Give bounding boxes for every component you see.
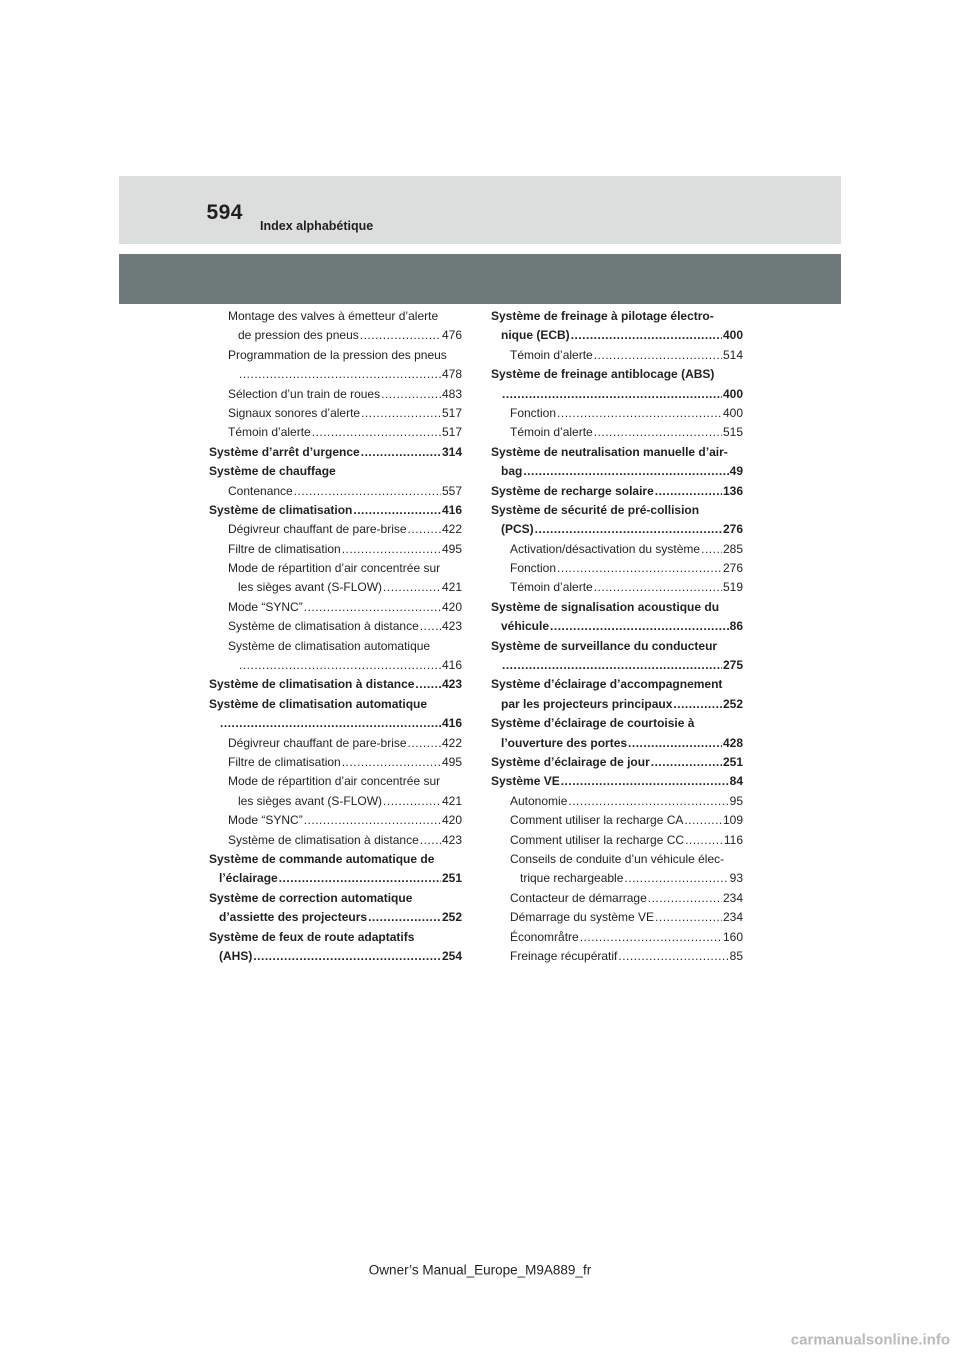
index-entry-text: Sélection d’un train de roues [228, 386, 381, 401]
index-entry-text: Signaux sonores d’alerte [228, 405, 361, 420]
dot-leader [651, 753, 722, 772]
index-entry-page: 84 [729, 774, 743, 789]
dot-leader [312, 423, 441, 442]
index-entry [491, 501, 743, 520]
dot-leader [381, 385, 441, 404]
index-entry [209, 598, 462, 617]
index-entry-text: Autonomie [510, 793, 568, 808]
index-entry-page: 420 [441, 599, 462, 614]
dot-leader [624, 869, 728, 888]
dot-leader [304, 811, 441, 830]
index-entry [209, 889, 462, 908]
index-entry [491, 753, 743, 772]
index-entry-text: par les projecteurs principaux [501, 696, 673, 711]
index-entry-page: 420 [441, 813, 462, 828]
dot-leader [408, 520, 441, 539]
dot-leader [383, 792, 441, 811]
dot-leader [360, 326, 441, 345]
index-entry-page: 116 [723, 832, 743, 847]
index-entry [491, 307, 743, 326]
index-entry-text: Dégivreur chauffant de pare-brise [228, 522, 407, 537]
index-entry-page: 136 [722, 483, 743, 498]
index-entry [209, 326, 462, 345]
index-entry [491, 482, 743, 501]
index-entry-page: 251 [722, 754, 743, 769]
index-entry-page: 234 [722, 890, 743, 905]
dot-leader [580, 928, 722, 947]
index-entry [491, 385, 743, 404]
dot-leader [701, 540, 722, 559]
dot-leader [523, 462, 728, 481]
section-title: Index alphabétique [260, 219, 374, 233]
index-entry-text: Mode de répartition d’air concentrée sur [228, 561, 441, 576]
index-entry-page: 495 [441, 754, 462, 769]
index-entry [209, 928, 462, 947]
index-entry-text: Activation/désactivation du système [510, 541, 701, 556]
index-entry-text: Conseils de conduite d’un véhicule élec- [510, 851, 725, 866]
index-entry [491, 346, 743, 365]
index-entry-page: 557 [441, 483, 462, 498]
index-entry [209, 443, 462, 462]
index-entry-page: 400 [722, 386, 743, 401]
watermark: carmanualsonline.info [790, 1331, 950, 1349]
dot-leader [415, 675, 441, 694]
index-entry-text: Système d’éclairage de courtoisie à [491, 716, 695, 731]
index-entry-page: 400 [722, 405, 743, 420]
index-entry-text: trique rechargeable [520, 871, 624, 886]
index-entry [491, 850, 743, 869]
index-entry-text: Témoin d’alerte [510, 425, 593, 440]
index-entry [209, 346, 462, 365]
index-entry-page: 252 [722, 696, 743, 711]
index-entry-page: 251 [441, 871, 462, 886]
dot-leader [550, 617, 729, 636]
index-entry-page: 234 [722, 910, 743, 925]
index-entry-text: Témoin d’alerte [228, 425, 311, 440]
dot-leader [655, 482, 722, 501]
dot-leader [279, 869, 441, 888]
dot-leader [361, 443, 441, 462]
index-entry-page: 416 [441, 502, 462, 517]
index-entry-page: 109 [722, 813, 743, 828]
index-entry-text: Système de climatisation automatique [209, 696, 428, 711]
dot-leader [253, 947, 441, 966]
dot-leader [502, 656, 722, 675]
dot-leader [685, 831, 723, 850]
index-entry-text: Système de neutralisation manuelle d’air- [491, 444, 728, 459]
dot-leader [239, 365, 441, 384]
index-entry-page: 495 [441, 541, 462, 556]
index-entry-text: Système d’arrêt d’urgence [209, 444, 360, 459]
index-entry [209, 520, 462, 539]
index-entry-page: 422 [441, 522, 462, 537]
dot-leader [342, 753, 441, 772]
index-entry-page: 252 [441, 910, 462, 925]
index-entry [491, 734, 743, 753]
index-entry-page: 275 [722, 658, 743, 673]
index-entry [209, 908, 462, 927]
index-entry-text: Montage des valves à émetteur d’alerte [228, 309, 439, 323]
dot-leader [294, 482, 441, 501]
index-entry [209, 365, 462, 384]
index-entry [209, 462, 462, 481]
index-entry-text: Système de climatisation à distance [209, 677, 415, 692]
dot-leader [557, 404, 722, 423]
index-entry-text: Freinage récupératif [510, 948, 618, 963]
page-number: 594 [206, 201, 243, 224]
index-entry-text: de pression des pneus [238, 328, 359, 343]
index-entry-text: Système de freinage antiblocage (ABS) [491, 367, 715, 382]
index-entry [209, 540, 462, 559]
index-entry [209, 307, 462, 326]
index-entry [209, 559, 462, 578]
index-entry-text: Mode de répartition d’air concentrée sur [228, 774, 441, 789]
index-entry [491, 462, 743, 481]
dot-leader [304, 598, 441, 617]
dot-leader [655, 908, 722, 927]
index-entry [491, 617, 743, 636]
index-entry [209, 811, 462, 830]
index-entry-text: d’assiette des projecteurs [219, 910, 368, 925]
index-entry-text: Témoin d’alerte [510, 580, 593, 595]
index-entry-text: Système de freinage à pilotage électro- [491, 309, 714, 323]
index-entry-page: 517 [441, 425, 462, 440]
index-entry-page: 276 [722, 561, 743, 576]
index-entry-text: Filtre de climatisation [228, 541, 341, 556]
index-entry [491, 559, 743, 578]
index-entry-text: Système de correction automatique [209, 890, 413, 905]
index-entry [491, 675, 743, 694]
index-entry-text: Fonction [510, 405, 557, 420]
index-entry-page: 276 [722, 522, 743, 537]
index-entry [209, 869, 462, 888]
dot-leader [557, 559, 722, 578]
index-entry-page: 285 [722, 541, 743, 556]
index-entry-page: 514 [722, 347, 743, 362]
index-entry [209, 772, 462, 791]
index-entry-page: 421 [441, 580, 462, 595]
index-entry-text: nique (ECB) [501, 328, 570, 343]
index-entry [209, 578, 462, 597]
index-entry-page: 93 [729, 871, 743, 886]
index-entry-text: Système de climatisation à distance [228, 832, 419, 847]
index-entry-text: Système de sécurité de pré-collision [491, 502, 700, 517]
index-entry-page: 476 [441, 328, 462, 343]
index-entry [209, 675, 462, 694]
index-entry [491, 423, 743, 442]
dot-leader [684, 811, 722, 830]
index-entry-text: Système de recharge solaire [491, 483, 654, 498]
dot-leader [408, 734, 441, 753]
index-entry [491, 831, 743, 850]
index-entry-text: Système de chauffage [209, 464, 336, 479]
index-entry-page: 85 [729, 948, 743, 963]
dot-leader [594, 346, 722, 365]
dot-leader [239, 656, 441, 675]
index-entry-text: Démarrage du système VE [510, 910, 655, 925]
dot-leader [420, 831, 441, 850]
index-entry-text: Système de feux de route adaptatifs [209, 929, 415, 944]
index-entry-page: 416 [441, 658, 462, 673]
index-entry [209, 482, 462, 501]
index-entry [491, 365, 743, 384]
index-entry [491, 540, 743, 559]
index-entry [209, 423, 462, 442]
dot-leader [594, 578, 722, 597]
index-entry [209, 753, 462, 772]
index-entry [491, 326, 743, 345]
index-entry-text: véhicule [501, 619, 550, 634]
index-entry-text: Programmation de la pression des pneus [228, 347, 447, 362]
index-entry-page: 428 [722, 735, 743, 750]
index-entry [209, 637, 462, 656]
index-entry-text: Comment utiliser la recharge CA [510, 813, 684, 828]
index-entry-text: Système de climatisation [209, 502, 353, 517]
dot-leader [383, 578, 441, 597]
dot-leader [618, 947, 728, 966]
index-entry-page: 515 [722, 425, 743, 440]
index-entry-text: Comment utiliser la recharge CC [510, 832, 685, 847]
index-entry-page: 49 [729, 464, 743, 479]
footer-text: Owner’s Manual_Europe_M9A889_fr [368, 1262, 592, 1278]
index-entry-page: 160 [722, 929, 743, 944]
index-entry [491, 947, 743, 966]
index-entry-page: 517 [441, 405, 462, 420]
index-entry-page: 254 [441, 948, 462, 963]
index-entry [209, 656, 462, 675]
dot-leader [561, 772, 729, 791]
index-entry [209, 617, 462, 636]
index-entry-page: 423 [441, 832, 462, 847]
index-entry-page: 423 [441, 677, 462, 692]
index-entry-text: (AHS) [219, 948, 253, 963]
index-entry-text: Système d’éclairage d’accompagnement [491, 677, 723, 692]
header-band [119, 254, 841, 304]
index-entry-text: Système VE [491, 774, 560, 789]
index-entry [209, 714, 462, 733]
dot-leader [220, 714, 441, 733]
index-entry [209, 792, 462, 811]
index-entry-text: Système de surveillance du conducteur [491, 638, 718, 653]
index-entry-text: l’éclairage [219, 871, 278, 886]
index-entry-page: 400 [722, 328, 743, 343]
index-entry [209, 501, 462, 520]
index-entry-text: Témoin d’alerte [510, 347, 593, 362]
index-entry-text: Système d’éclairage de jour [491, 754, 650, 769]
index-entry [491, 598, 743, 617]
index-entry-page: 314 [441, 444, 462, 459]
index-entry-text: Dégivreur chauffant de pare-brise [228, 735, 407, 750]
dot-leader [502, 385, 722, 404]
index-entry [491, 637, 743, 656]
index-entry-text: (PCS) [501, 522, 534, 537]
index-entry-text: les sièges avant (S-FLOW) [238, 793, 383, 808]
index-entry-page: 416 [441, 716, 462, 731]
index-entry-page: 422 [441, 735, 462, 750]
index-entry-text: bag [501, 464, 523, 479]
dot-leader [594, 423, 722, 442]
index-entry-text: Contacteur de démarrage [510, 890, 647, 905]
index-entry [491, 404, 743, 423]
dot-leader [571, 326, 722, 345]
index-entry-text: Système de climatisation automatique [228, 638, 431, 653]
index-entry-text: Système de commande automatique de [209, 851, 435, 866]
dot-leader [628, 734, 722, 753]
index-entry-page: 519 [722, 580, 743, 595]
index-entry [209, 850, 462, 869]
index-entry [491, 520, 743, 539]
dot-leader [673, 695, 722, 714]
index-entry-text: les sièges avant (S-FLOW) [238, 580, 383, 595]
dot-leader [648, 889, 722, 908]
index-entry-text: Filtre de climatisation [228, 754, 341, 769]
index-entry [491, 695, 743, 714]
index-entry [491, 869, 743, 888]
index-entry [491, 656, 743, 675]
index-entry [491, 578, 743, 597]
dot-leader [342, 540, 441, 559]
index-entry-page: 86 [729, 619, 743, 634]
index-column-right [491, 307, 743, 966]
index-entry [209, 385, 462, 404]
index-column-left [209, 307, 462, 966]
index-entry-text: Contenance [228, 483, 293, 498]
index-entry [209, 695, 462, 714]
index-entry [209, 831, 462, 850]
index-entry [491, 443, 743, 462]
dot-leader [420, 617, 441, 636]
index-entry-page: 421 [441, 793, 462, 808]
dot-leader [368, 908, 441, 927]
index-entry [491, 772, 743, 791]
index-entry-text: Fonction [510, 561, 557, 576]
index-entry [491, 714, 743, 733]
index-entry [491, 811, 743, 830]
index-entry [491, 792, 743, 811]
index-entry-page: 478 [441, 367, 462, 382]
index-entry-page: 483 [441, 386, 462, 401]
index-entry [491, 928, 743, 947]
index-entry [209, 404, 462, 423]
index-entry-text: Mode “SYNC” [228, 599, 303, 614]
index-entry [491, 889, 743, 908]
index-entry-text: Système de climatisation à distance [228, 619, 419, 634]
index-entry-text: Économråtre [510, 929, 579, 944]
index-entry [209, 947, 462, 966]
index-entry [209, 734, 462, 753]
index-entry-text: l’ouverture des portes [501, 735, 628, 750]
index-entry-text: Système de signalisation acoustique du [491, 599, 720, 614]
dot-leader [568, 792, 728, 811]
dot-leader [353, 501, 441, 520]
index-entry-text: Mode “SYNC” [228, 813, 303, 828]
index-entry [491, 908, 743, 927]
dot-leader [535, 520, 722, 539]
index-entry-page: 95 [729, 793, 743, 808]
index-entry-page: 423 [441, 619, 462, 634]
dot-leader [361, 404, 441, 423]
